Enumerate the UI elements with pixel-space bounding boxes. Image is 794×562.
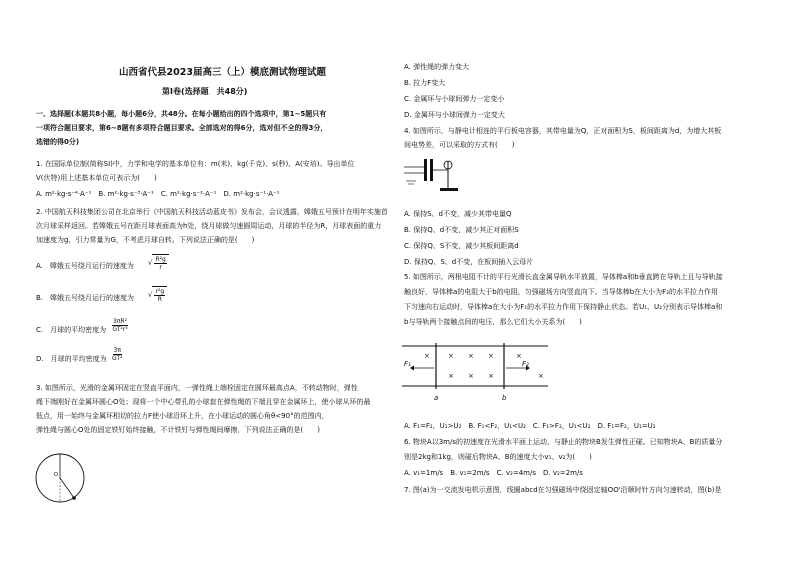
q4-option-b: B. 保持Q、d不变，减少其正对面积S — [404, 226, 519, 234]
q2-option-b: B. 嫦娥五号绕月运行的速度为 — [36, 294, 135, 302]
q6-line-2: 别是2kg和1kg，则碰后物块A、B的速度大小v₁、v₂为( ) — [404, 453, 592, 461]
q2-line-1: 2. 中国航天科技集团公司在北京举行《中国航天科技活动蓝皮书》发布会，会议透露，嫦娥五号预计在明年实施首 — [36, 208, 388, 216]
q4-line-1: 4. 如图所示，与静电计相连的平行板电容器，其带电量为Q，正对面积为S，板间距离为d，为增大其板 — [404, 127, 722, 135]
q5-line-2: 触良好，导体棒a的电阻大于b的电阻，匀强磁场方向竖直向下。当导体棒b在大小为F₂的水平拉力作用 — [404, 288, 719, 296]
q6-line-1: 6. 物块A以3m/s的初速度在光滑水平面上运动，与静止的物块B发生弹性正碰。已知物块A、B的质量分 — [404, 438, 723, 446]
q2-d-num: 3π — [113, 347, 121, 354]
q2-b-num: r²g — [155, 288, 165, 295]
q3-center-label: O — [54, 472, 58, 478]
q2-option-c: C. 月球的平均密度为 — [36, 326, 107, 334]
cross-mark: × — [488, 372, 494, 380]
q2-line-2: 次月球采样返回。若嫦娥五号在距月球表面高为h处，绕月球做匀速圆周运动，月球的半径为R，月球表面的重力 — [36, 222, 382, 230]
q2-d-den: GT² — [112, 355, 123, 362]
q2-option-d: D. 月球的平均密度为 — [36, 355, 107, 363]
cross-mark: × — [488, 352, 494, 360]
q1-line-2: V(伏特)用上述基本单位可表示为( ) — [36, 174, 157, 182]
cross-mark: × — [468, 372, 474, 380]
page-title: 山西省代县2023届高三（上）模底测试物理试题 — [119, 67, 326, 78]
q2-b-den: R — [157, 296, 162, 303]
q3-ring-diagram — [30, 446, 90, 508]
q3-line-2: 绳下端刚好在金属环圆心O处；现将一个中心带孔的小球套在弹性绳的下端且穿在金属环上，使小球从环的最 — [36, 398, 371, 406]
q5-line-3: 下匀速向右运动时，导体棒a在大小为F₁的水平拉力作用下保持静止状态。若U₁、U₂分别表示导体棒a和 — [404, 303, 723, 311]
q3-option-d: D. 金属环与小球间弹力一定变大 — [404, 111, 505, 119]
q2-a-num: R²g — [155, 256, 166, 263]
cross-mark: × — [516, 352, 522, 360]
q3-line-4: 弹性绳与圆心O处的固定铁钉始终接触，不计铁钉与弹性绳间摩擦，下列说法正确的是( ) — [36, 426, 320, 434]
q6-options: A. v₁=1m/s B. v₁=2m/s C. v₂=4m/s D. v₂=2m/s — [404, 469, 583, 477]
q1-options: A. m²·kg·s⁻⁴·A⁻¹ B. m²·kg·s⁻³·A⁻¹ C. m²·kg·s⁻²·A⁻¹ D. m²·kg·s⁻¹·A⁻¹ — [36, 190, 280, 198]
rod-a-label: a — [434, 394, 439, 402]
q5-options: A. F₁=F₂，U₁>U₂ B. F₁<F₂，U₁<U₂ C. F₁>F₂，U₁<U₂ D. F₁=F₂，U₁=U₂ — [404, 422, 656, 430]
q2-a-den: r — [159, 264, 162, 271]
q2-option-c-formula — [112, 318, 128, 333]
cross-mark: × — [448, 372, 454, 380]
section-heading: 第Ⅰ卷(选择题 共48分) — [162, 87, 248, 96]
intro-line-3: 选错的得0分) — [36, 138, 80, 146]
q2-option-a: A. 嫦娥五号绕月运行的速度为 — [36, 262, 134, 270]
q4-option-c: C. 保持Q、S不变，减少其板间距离d — [404, 242, 519, 250]
q3-line-1: 3. 如图所示，光滑的金属环固定在竖直平面内，一弹性绳上端栓固定在圆环最高点A，不转动物时，弹性 — [36, 384, 358, 392]
q4-option-a: A. 保持S、d不变，减少其带电量Q — [404, 210, 512, 218]
q2-option-a-formula: √ $\frac{\text{R²g}}{r}$ — [148, 254, 169, 271]
q3-option-b: B. 拉力F变大 — [404, 79, 446, 87]
q3-option-c: C. 金属环与小球间弹力一定变小 — [404, 95, 505, 103]
cross-mark: × — [424, 352, 430, 360]
q2-option-d-formula — [112, 347, 123, 362]
force-f1-label: F₁ — [404, 360, 411, 368]
q4-capacitor-diagram — [402, 155, 464, 195]
intro-line-1: 一、选择题(本题共8小题，每小题6分，共48分。在每小题给出的四个选项中，第1~5题只有 — [36, 110, 327, 118]
intro-line-2: 一项符合题目要求，第6~8题有多项符合题目要求。全部选对的得6分，选对但不全的得3分， — [36, 124, 328, 132]
force-f2-label: F₂ — [522, 360, 529, 368]
q7-line-1: 7. 图(a)为一交流发电机示意图，线圈abcd在匀强磁场中绕固定轴OO'沿顺时针方向匀速转动，图(b)是 — [404, 486, 722, 494]
q2-option-b-formula: √ $\frac{\text{r²g}}{R}$ — [148, 286, 167, 303]
q5-rails-diagram — [400, 338, 550, 408]
cross-mark: × — [538, 372, 544, 380]
q5-line-4: b与导轨两个接触点间的电压，那么它们大小关系为( ) — [404, 318, 582, 326]
q2-c-den: GT²r³ — [112, 326, 128, 333]
q3-option-a: A. 弹性绳的弹力变大 — [404, 63, 470, 71]
q1-line-1: 1. 在国际单位制(简称SI)中，力学和电学的基本单位有：m(米)、kg(千克)、s(秒)、A(安培)。导出单位 — [36, 160, 355, 168]
q2-c-num: 3πR² — [113, 318, 128, 325]
rod-b-label: b — [502, 394, 507, 402]
cross-mark: × — [448, 352, 454, 360]
cross-mark: × — [468, 352, 474, 360]
q2-line-3: 加速度为g，引力常量为G，不考虑月球自转。下列说法正确的是( ) — [36, 236, 255, 244]
q3-line-3: 低点，用一始终与金属环相切的拉力F使小球沿环上升，在小球运动的圆心角θ<90°的范围内， — [36, 412, 329, 420]
q4-line-2: 间电势差，可以采取的方式有( ) — [404, 141, 515, 149]
q5-line-1: 5. 如图所示，两根电阻不计的平行光滑长直金属导轨水平放置，导体棒a和b垂直跨在导轨上且与导轨接 — [404, 273, 723, 281]
q4-option-d: D. 保持Q、S、d不变，在板间插入云母片 — [404, 258, 534, 266]
